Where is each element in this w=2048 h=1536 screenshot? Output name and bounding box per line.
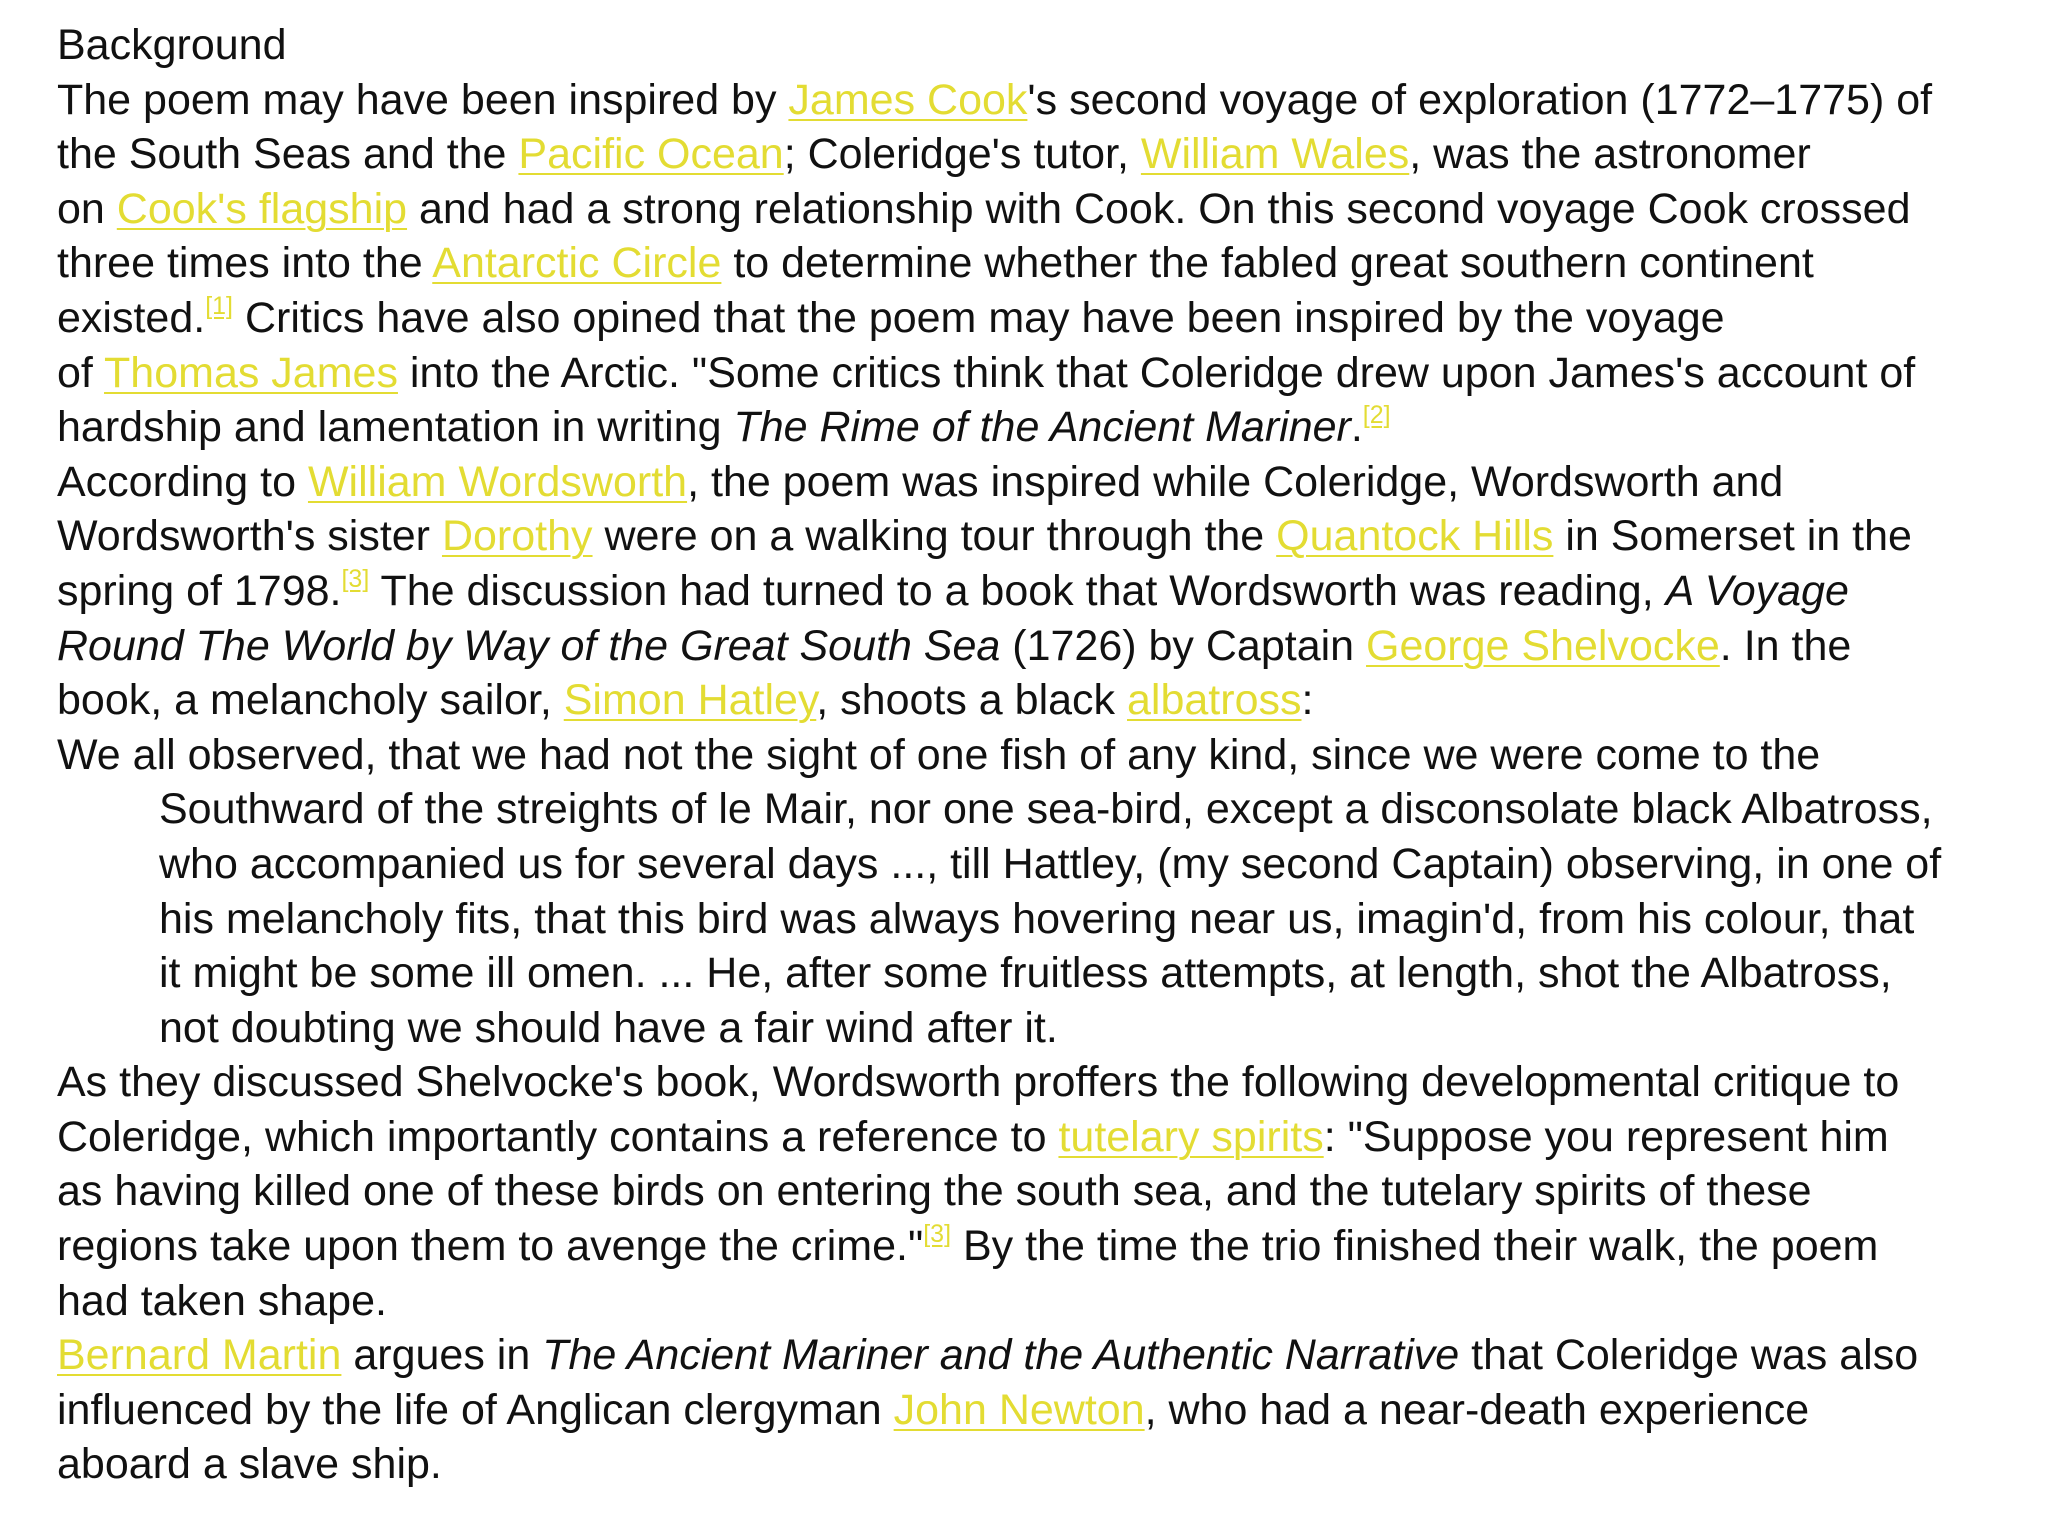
- text-run: argues in: [341, 1331, 543, 1380]
- citation-link-3[interactable]: [3]: [341, 564, 370, 593]
- link-thomas-james[interactable]: Thomas James: [104, 348, 398, 397]
- text-line: [57, 291, 2047, 346]
- citation-link-1[interactable]: [1]: [205, 291, 233, 320]
- text-line: [57, 236, 2047, 291]
- citation-1: [205, 292, 233, 320]
- text-run: existed.: [57, 293, 206, 342]
- text-run: Critics have also opined that the poem may have been inspired by the voyage: [233, 293, 1725, 342]
- text-run: the South Seas and the: [57, 130, 519, 179]
- text-run: . In the: [1719, 621, 1852, 670]
- text-line: [57, 673, 2047, 728]
- link-bernard-martin[interactable]: Bernard Martin: [57, 1331, 342, 1380]
- text-run: spring of 1798.: [57, 566, 342, 615]
- link-john-newton[interactable]: John Newton: [893, 1385, 1145, 1434]
- paragraph-inspiration: [57, 73, 2047, 455]
- text-line: had taken shape.: [57, 1276, 387, 1325]
- quote-line: not doubting we should have a fair wind after it.: [159, 1003, 1058, 1052]
- link-simon-hatley[interactable]: Simon Hatley: [563, 676, 817, 725]
- text-run: The poem may have been inspired by: [57, 75, 789, 124]
- text-line: As they discussed Shelvocke's book, Wordsworth proffers the following developmental critique to: [57, 1058, 1900, 1107]
- text-run: influenced by the life of Anglican clergyman: [57, 1385, 894, 1434]
- link-albatross[interactable]: albatross: [1127, 676, 1302, 725]
- shelvocke-quote: [57, 728, 2047, 1056]
- text-run: on: [57, 184, 117, 233]
- text-line: aboard a slave ship.: [57, 1440, 442, 1489]
- link-george-shelvocke[interactable]: George Shelvocke: [1366, 621, 1720, 670]
- text-line: [57, 400, 2047, 455]
- link-william-wales[interactable]: William Wales: [1140, 130, 1410, 179]
- text-run: of: [57, 348, 105, 397]
- italic-title: Round The World by Way of the Great South Sea: [57, 621, 1001, 670]
- paragraph-critique: [57, 1055, 2047, 1328]
- text-run: According to: [57, 457, 308, 506]
- text-run: The discussion had turned to a book that Wordsworth was reading,: [369, 566, 1666, 615]
- link-dorothy[interactable]: Dorothy: [441, 512, 593, 561]
- text-run: and had a strong relationship with Cook. On this second voyage Cook crossed: [407, 184, 1911, 233]
- link-pacific-ocean[interactable]: Pacific Ocean: [518, 130, 784, 179]
- citation-link-2[interactable]: [2]: [1362, 401, 1391, 430]
- text-line: as having killed one of these birds on entering the south sea, and the tutelary spirits of these: [57, 1167, 1812, 1216]
- text-run: :: [1301, 676, 1314, 725]
- text-run: to determine whether the fabled great southern continent: [721, 239, 1814, 288]
- text-run: Wordsworth's sister: [57, 512, 442, 561]
- article-body: [57, 18, 2047, 1492]
- link-james-cook[interactable]: James Cook: [788, 75, 1028, 124]
- text-run: into the Arctic. "Some critics think that Coleridge drew upon James's account of: [397, 348, 1916, 397]
- text-run: regions take upon them to avenge the crime.": [57, 1222, 924, 1271]
- link-tutelary-spirits[interactable]: tutelary spirits: [1058, 1112, 1324, 1161]
- text-run: .: [1350, 403, 1363, 452]
- text-line: [57, 346, 2047, 401]
- text-run: that Coleridge was also: [1459, 1331, 1919, 1380]
- text-line: [57, 564, 2047, 619]
- italic-title: The Ancient Mariner and the Authentic Narrative: [542, 1331, 1460, 1380]
- quote-line: his melancholy fits, that this bird was always hovering near us, imagin'd, from his colour, that: [159, 894, 1915, 943]
- link-cooks-flagship[interactable]: Cook's flagship: [116, 184, 408, 233]
- link-william-wordsworth[interactable]: William Wordsworth: [307, 457, 688, 506]
- paragraph-wordsworth: [57, 455, 2047, 728]
- text-run: hardship and lamentation in writing: [57, 403, 734, 452]
- citation-3: [341, 565, 369, 593]
- text-line: [57, 182, 2047, 237]
- italic-title: The Rime of the Ancient Mariner: [733, 403, 1351, 452]
- text-run: were on a walking tour through the: [592, 512, 1277, 561]
- paragraph-newton: [57, 1328, 2047, 1492]
- text-line: [57, 509, 2047, 564]
- text-run: , shoots a black: [816, 676, 1127, 725]
- section-heading: Background: [57, 21, 287, 69]
- text-run: Coleridge, which importantly contains a reference to: [57, 1112, 1059, 1161]
- link-antarctic-circle[interactable]: Antarctic Circle: [432, 239, 722, 288]
- link-quantock-hills[interactable]: Quantock Hills: [1276, 512, 1554, 561]
- text-line: [57, 1110, 2047, 1165]
- quote-line: who accompanied us for several days ..., till Hattley, (my second Captain) observing, in one of: [159, 839, 1942, 888]
- text-run: , was the astronomer: [1409, 130, 1811, 179]
- text-run: in Somerset in the: [1553, 512, 1912, 561]
- text-line: [57, 1328, 2047, 1383]
- text-run: book, a melancholy sailor,: [57, 676, 564, 725]
- citation-3-repeat: [923, 1220, 951, 1248]
- citation-2: [1363, 401, 1391, 429]
- citation-link-3-repeat[interactable]: [3]: [923, 1220, 952, 1249]
- text-line: [57, 73, 2047, 128]
- text-line: [57, 1219, 2047, 1274]
- quote-line: We all observed, that we had not the sight of one fish of any kind, since we were come to the: [57, 730, 1821, 779]
- text-line: [57, 127, 2047, 182]
- text-run: ; Coleridge's tutor,: [783, 130, 1141, 179]
- italic-title: A Voyage: [1665, 566, 1849, 615]
- text-run: , the poem was inspired while Coleridge, Wordsworth and: [687, 457, 1784, 506]
- text-line: [57, 619, 2047, 674]
- quote-line: it might be some ill omen. ... He, after some fruitless attempts, at length, shot the Albatross,: [159, 949, 1892, 998]
- text-run: By the time the trio finished their walk, the poem: [951, 1222, 1879, 1271]
- text-run: , who had a near-death experience: [1144, 1385, 1810, 1434]
- text-line: [57, 455, 2047, 510]
- text-run: 's second voyage of exploration (1772–1775) of: [1027, 75, 1933, 124]
- quote-line: Southward of the streights of le Mair, nor one sea-bird, except a disconsolate black Albatross,: [159, 785, 1933, 834]
- text-run: : "Suppose you represent him: [1323, 1112, 1889, 1161]
- text-run: (1726) by Captain: [1000, 621, 1367, 670]
- text-line: [57, 1383, 2047, 1438]
- text-run: three times into the: [57, 239, 433, 288]
